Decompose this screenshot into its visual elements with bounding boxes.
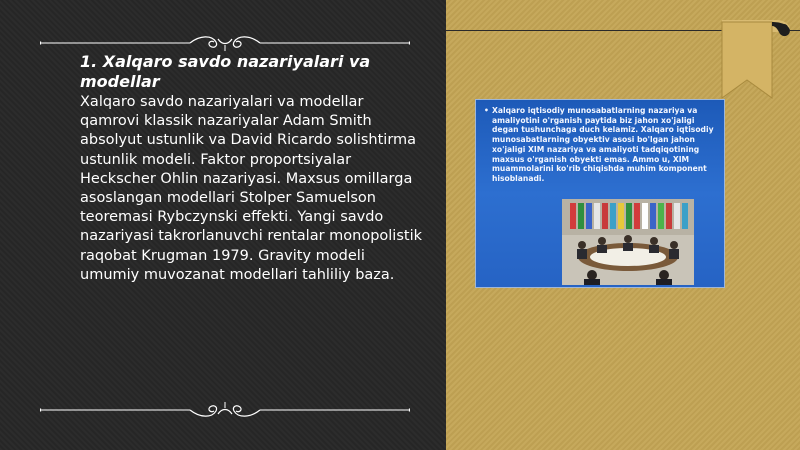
picture-text-block <box>484 106 716 184</box>
embedded-slide-image <box>475 99 725 288</box>
top-ornament-divider <box>40 33 410 53</box>
picture-bullet: • <box>484 106 489 115</box>
bookmark-ribbon-icon <box>718 18 796 100</box>
picture-paragraph: Xalqaro iqtisodiy munosabatlarning nazariya va amaliyotini o'rganish paytida biz jahon xo'jaligi degan tushunchaga duch kelamiz. Xalqaro iqtisodiy munosabatlarning obyektiv asosi bo'lgan jahon xo'jaligi XIM nazariya va amaliyoti tadqiqotining maxsus o'rganish obyekti emas. Ammo u, XIM muammolarini ko'rib chiqishda muhim komponent hisoblanadi. <box>492 106 714 183</box>
slide-title: 1. Xalqaro savdo nazariyalari va modellar <box>80 52 371 91</box>
bottom-ornament-divider <box>40 400 410 420</box>
summit-photo <box>562 199 694 285</box>
slide-body-text: Xalqaro savdo nazariyalari va modellar qamrovi klassik nazariyalar Adam Smith absolyut ustunlik va David Ricardo solishtirma ustunlik modeli. Faktor proportsiyalar Heckscher Ohlin nazariyasi. Maxsus omillarga asoslangan modellari Stolper Samuelson teoremasi Rybczynski effekti. Yangi savdo nazariyasi takrorlanuvchi rentalar monopolistik raqobat Krugman 1979. Gravity modeli umumiy muvozanat modellari tahliliy baza. <box>80 94 423 283</box>
